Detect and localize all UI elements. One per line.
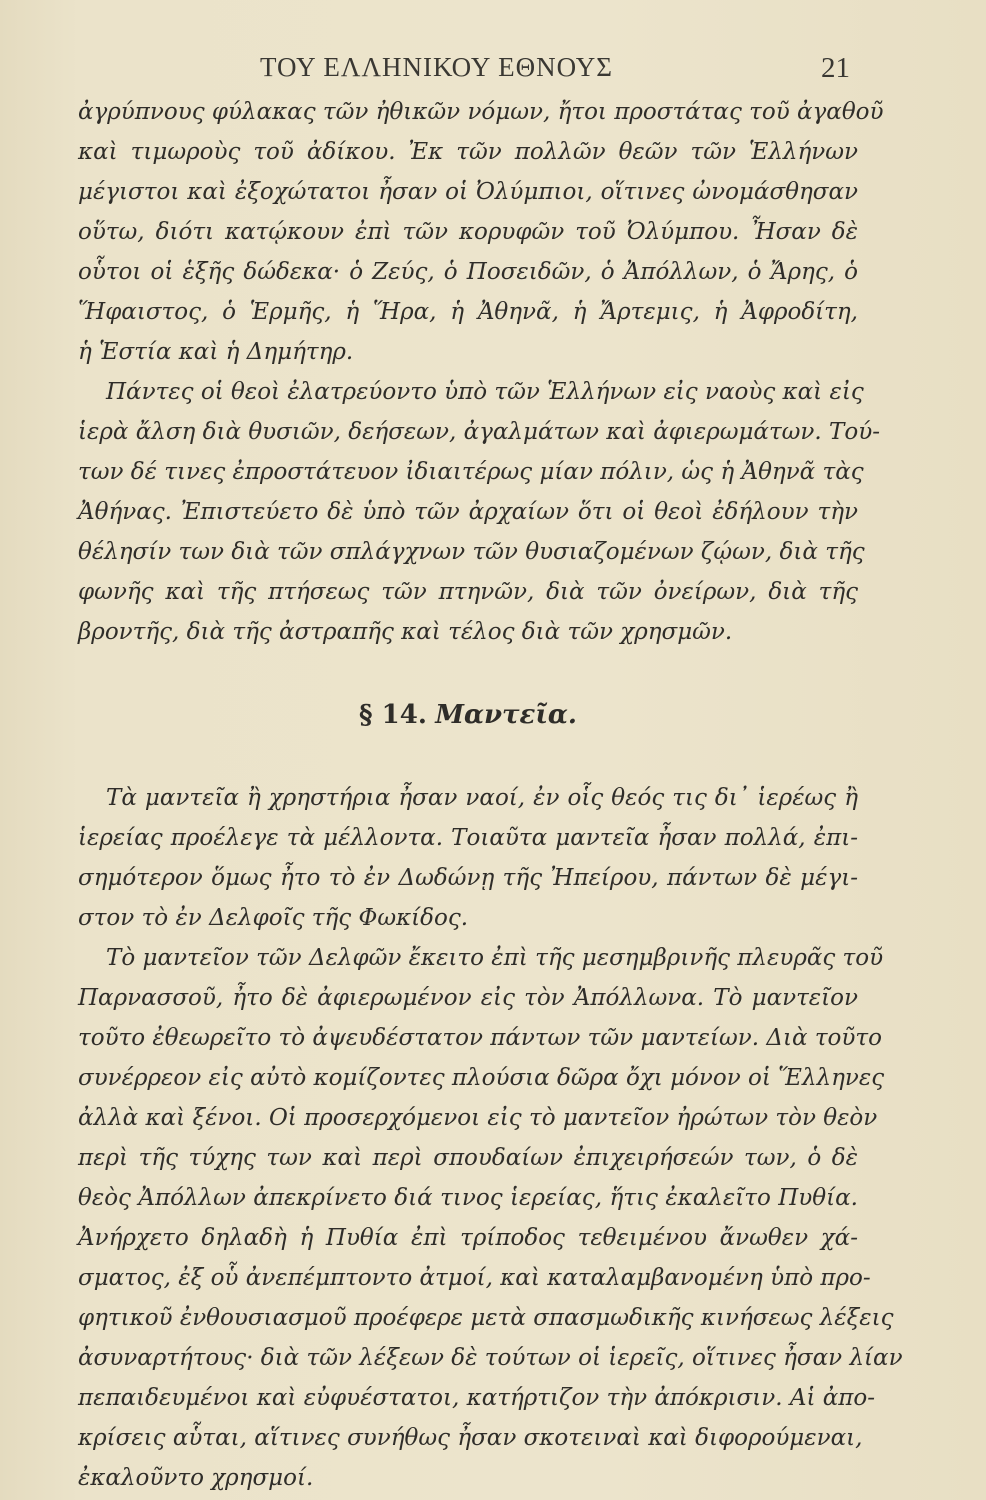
text-line: μέγιστοι καὶ ἐξοχώτατοι ἦσαν οἱ Ὀλύμπιοι, οἵτινες ὠνομάσθησαν bbox=[78, 179, 858, 205]
page-number: 21 bbox=[821, 52, 850, 84]
text-line: ἡ Ἑστία καὶ ἡ Δημήτηρ. bbox=[78, 339, 354, 365]
text-line: φητικοῦ ἐνθουσιασμοῦ προέφερε μετὰ σπασμωδικῆς κινήσεως λέξεις bbox=[78, 1305, 894, 1331]
text-line: Ἥφαιστος, ὁ Ἑρμῆς, ἡ Ἥρα, ἡ Ἀθηνᾶ, ἡ Ἄρτεμις, ἡ Ἀφροδίτη, bbox=[78, 299, 858, 325]
text-line: ἱερὰ ἄλση διὰ θυσιῶν, δεήσεων, ἀγαλμάτων καὶ ἀφιερωμάτων. Τού- bbox=[78, 419, 880, 445]
section-heading bbox=[78, 652, 858, 778]
text-line: Ἀθήνας. Ἐπιστεύετο δὲ ὑπὸ τῶν ἀρχαίων ὅτι οἱ θεοὶ ἐδήλουν τὴν bbox=[78, 499, 858, 525]
paragraph-worship bbox=[78, 372, 880, 652]
text-line: ἀγρύπνους φύλακας τῶν ἠθικῶν νόμων, ἤτοι προστάτας τοῦ ἀγαθοῦ bbox=[78, 99, 884, 125]
text-line: σματος, ἐξ οὗ ἀνεπέμπτοντο ἀτμοί, καὶ καταλαμβανομένη ὑπὸ προ- bbox=[78, 1265, 871, 1291]
text-line: Ἀνήρχετο δηλαδὴ ἡ Πυθία ἐπὶ τρίποδος τεθειμένου ἄνωθεν χά- bbox=[78, 1225, 858, 1251]
text-line: βροντῆς, διὰ τῆς ἀστραπῆς καὶ τέλος διὰ τῶν χρησμῶν. bbox=[78, 619, 733, 645]
text-line: καὶ τιμωροὺς τοῦ ἀδίκου. Ἐκ τῶν πολλῶν θεῶν τῶν Ἑλλήνων bbox=[78, 139, 858, 165]
text-line: ἀλλὰ καὶ ξένοι. Οἱ προσερχόμενοι εἰς τὸ μαντεῖον ἠρώτων τὸν θεὸν bbox=[78, 1105, 878, 1131]
text-line: Τὸ μαντεῖον τῶν Δελφῶν ἔκειτο ἐπὶ τῆς μεσημβρινῆς πλευρᾶς τοῦ bbox=[106, 945, 884, 971]
text-line: Τὰ μαντεῖα ἢ χρηστήρια ἦσαν ναοί, ἐν οἷς θεός τις δι᾽ ἱερέως ἢ bbox=[106, 785, 858, 811]
page-body bbox=[78, 92, 903, 1498]
text-line: θέλησίν των διὰ τῶν σπλάγχνων τῶν θυσιαζομένων ζῴων, διὰ τῆς bbox=[78, 539, 865, 565]
page-header bbox=[260, 52, 850, 88]
text-line: περὶ τῆς τύχης των καὶ περὶ σπουδαίων ἐπιχειρήσεών των, ὁ δὲ bbox=[78, 1145, 858, 1171]
text-line: οὗτοι οἱ ἑξῆς δώδεκα· ὁ Ζεύς, ὁ Ποσειδῶν, ὁ Ἀπόλλων, ὁ Ἄρης, ὁ bbox=[78, 259, 858, 285]
text-line: Παρνασσοῦ, ἦτο δὲ ἀφιερωμένον εἰς τὸν Ἀπόλλωνα. Τὸ μαντεῖον bbox=[78, 985, 858, 1011]
text-line: στον τὸ ἐν Δελφοῖς τῆς Φωκίδος. bbox=[78, 905, 469, 931]
text-line: σημότερον ὅμως ἦτο τὸ ἐν Δωδώνῃ τῆς Ἠπείρου, πάντων δὲ μέγι- bbox=[78, 865, 858, 891]
paragraph-oracles bbox=[78, 778, 858, 938]
section-title: Μαντεῖα. bbox=[435, 700, 577, 730]
text-line: φωνῆς καὶ τῆς πτήσεως τῶν πτηνῶν, διὰ τῶν ὀνείρων, διὰ τῆς bbox=[78, 579, 858, 605]
paragraph-olympians bbox=[78, 92, 884, 372]
text-line: ἀσυναρτήτους· διὰ τῶν λέξεων δὲ τούτων οἱ ἱερεῖς, οἵτινες ἦσαν λίαν bbox=[78, 1345, 903, 1371]
text-line: ἱερείας προέλεγε τὰ μέλλοντα. Τοιαῦτα μαντεῖα ἦσαν πολλά, ἐπι- bbox=[78, 825, 858, 851]
text-line: τοῦτο ἐθεωρεῖτο τὸ ἀψευδέστατον πάντων τῶν μαντείων. Διὰ τοῦτο bbox=[78, 1025, 882, 1051]
text-line: θεὸς Ἀπόλλων ἀπεκρίνετο διά τινος ἱερείας, ἥτις ἐκαλεῖτο Πυθία. bbox=[78, 1185, 858, 1211]
running-title: ΤΟΥ ΕΛΛΗΝΙΚΟΥ ΕΘΝΟΥΣ bbox=[260, 52, 613, 82]
text-line: των δέ τινες ἐπροστάτευον ἰδιαιτέρως μίαν πόλιν, ὡς ἡ Ἀθηνᾶ τὰς bbox=[78, 459, 864, 485]
text-line: πεπαιδευμένοι καὶ εὐφυέστατοι, κατήρτιζον τὴν ἀπόκρισιν. Αἱ ἀπο- bbox=[78, 1385, 876, 1411]
text-line: ἐκαλοῦντο χρησμοί. bbox=[78, 1465, 314, 1491]
text-line: συνέρρεον εἰς αὐτὸ κομίζοντες πλούσια δῶρα ὄχι μόνον οἱ Ἕλληνες bbox=[78, 1065, 885, 1091]
section-number: § 14. bbox=[359, 700, 427, 730]
text-line: Πάντες οἱ θεοὶ ἐλατρεύοντο ὑπὸ τῶν Ἑλλήνων εἰς ναοὺς καὶ εἰς bbox=[106, 379, 864, 405]
text-line: οὕτω, διότι κατῴκουν ἐπὶ τῶν κορυφῶν τοῦ Ὀλύμπου. Ἦσαν δὲ bbox=[78, 219, 858, 245]
paragraph-delphi bbox=[78, 938, 903, 1498]
text-line: κρίσεις αὗται, αἵτινες συνήθως ἦσαν σκοτειναὶ καὶ διφορούμεναι, bbox=[78, 1425, 863, 1451]
